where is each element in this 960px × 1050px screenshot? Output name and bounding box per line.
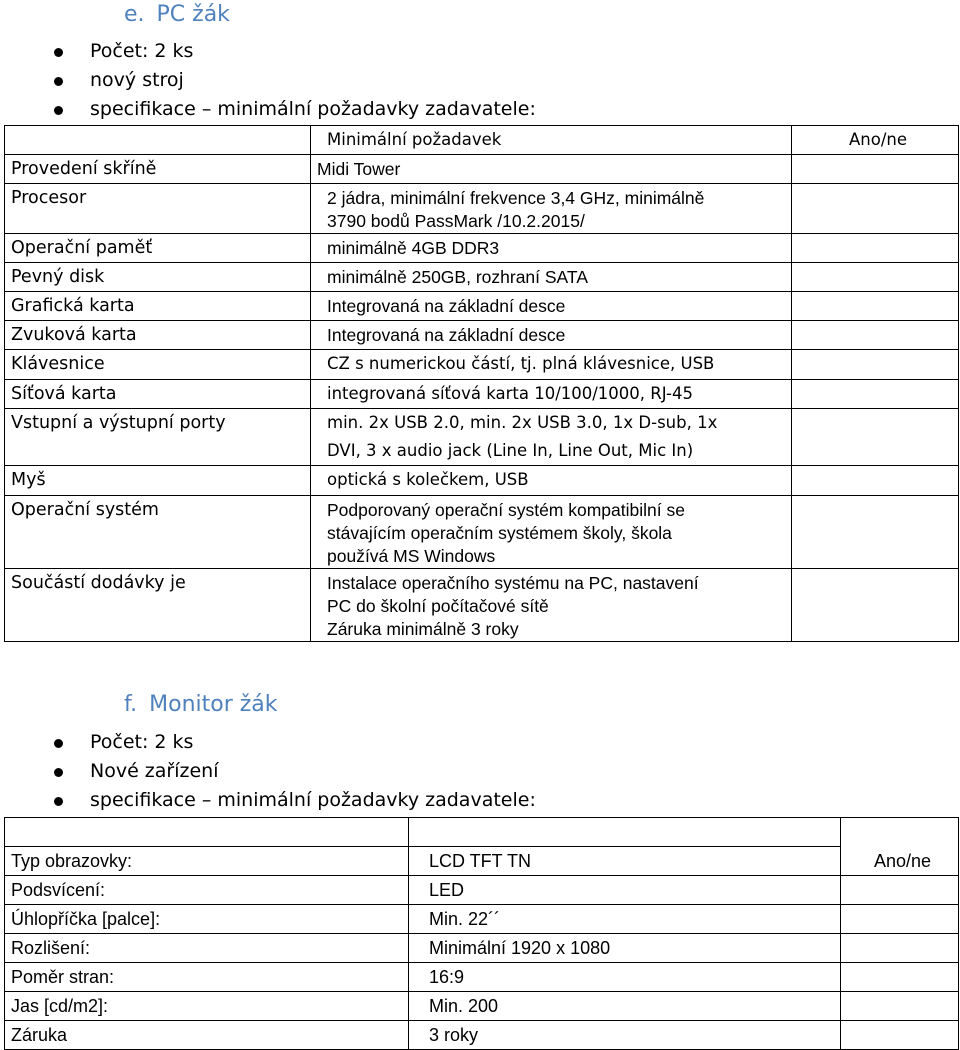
answer-cell[interactable] [841,934,959,963]
table-row [5,350,959,380]
value-line: stávajícím operačním systémem školy, škola [327,523,672,543]
bullet-item: nový stroj [54,66,536,95]
value-cell: Min. 200 [409,992,841,1021]
value-cell [311,380,792,409]
table-row [5,380,959,409]
answer-cell[interactable] [792,380,959,409]
param-cell: Jas [cd/m2]: [5,992,409,1021]
value-cell [311,496,792,569]
param-cell: Poměr stran: [5,963,409,992]
param-cell: Podsvícení: [5,876,409,905]
value-line: Instalace operačního systému na PC, nastavení [327,573,699,593]
answer-cell[interactable] [792,466,959,496]
value-line: DVI, 3 x audio jack (Line In, Line Out, Mic In) [327,441,694,460]
table-row [5,321,959,350]
param-cell: Pevný disk [5,263,311,292]
param-cell: Procesor [5,184,311,234]
param-cell: Záruka [5,1021,409,1050]
value-line: 3790 bodů PassMark /10.2.2015/ [327,211,585,231]
value-cell [311,466,792,496]
section-f-letter: f. [124,692,138,717]
answer-cell[interactable] [841,1021,959,1050]
table-header-row [5,818,959,847]
bullet-item: Počet: 2 ks [54,37,536,66]
table-row [5,155,959,184]
answer-cell[interactable] [792,234,959,263]
header-cell [5,818,409,847]
value-line: optická s kolečkem, USB [327,470,529,489]
table-row [5,847,959,876]
table-row [5,234,959,263]
section-e-title: PC žák [156,2,230,27]
param-cell: Operační systém [5,496,311,569]
table-row [5,466,959,496]
header-cell: Minimální požadavek [311,126,792,155]
bullet-item: Počet: 2 ks [54,728,536,757]
answer-cell[interactable] [792,184,959,234]
table-row [5,876,959,905]
value-cell [311,569,792,642]
answer-cell[interactable] [841,963,959,992]
value-line: minimálně 250GB, rozhraní SATA [327,267,588,287]
value-cell: Min. 22´´ [409,905,841,934]
answer-cell[interactable] [841,876,959,905]
value-cell: 16:9 [409,963,841,992]
answer-cell[interactable] [792,350,959,380]
table-row [5,263,959,292]
param-cell: Rozlišení: [5,934,409,963]
value-line: Integrovaná na základní desce [327,325,566,345]
value-line: min. 2x USB 2.0, min. 2x USB 3.0, 1x D-sub, 1x [327,413,718,432]
header-cell: Ano/ne [792,126,959,155]
table-row [5,934,959,963]
param-cell: Grafická karta [5,292,311,321]
param-cell: Úhlopříčka [palce]: [5,905,409,934]
table-row [5,1021,959,1050]
value-line: integrovaná síťová karta 10/100/1000, RJ-45 [327,384,693,403]
section-f-heading [124,692,278,717]
value-cell [311,155,792,184]
value-cell [311,292,792,321]
param-cell: Provedení skříně [5,155,311,184]
answer-cell[interactable] [792,496,959,569]
param-cell: Typ obrazovky: [5,847,409,876]
value-line: Podporovaný operační systém kompatibilní se [327,500,685,520]
param-cell: Myš [5,466,311,496]
param-cell: Klávesnice [5,350,311,380]
answer-cell[interactable] [792,292,959,321]
section-f-bullets [54,728,536,815]
value-cell: 3 roky [409,1021,841,1050]
table-row [5,963,959,992]
value-line: používá MS Windows [327,546,496,566]
answer-cell[interactable] [792,155,959,184]
section-e-bullets [54,37,536,124]
answer-cell[interactable] [792,569,959,642]
bullet-item: specifikace – minimální požadavky zadavatele: [54,95,536,124]
pc-spec-table [4,125,959,642]
value-cell: Minimální 1920 x 1080 [409,934,841,963]
table-row [5,292,959,321]
table-row [5,992,959,1021]
value-cell [311,321,792,350]
section-f-title: Monitor žák [149,692,278,717]
value-cell [311,184,792,234]
value-cell: LCD TFT TN [409,847,841,876]
table-row [5,496,959,569]
answer-cell[interactable] [841,992,959,1021]
value-cell [311,234,792,263]
header-cell [409,818,841,847]
answer-cell[interactable] [792,321,959,350]
table-row [5,184,959,234]
table-row [5,905,959,934]
table-header-row [5,126,959,155]
section-e-heading [124,2,230,27]
param-cell: Zvuková karta [5,321,311,350]
bullet-item: Nové zařízení [54,757,536,786]
table-row [5,409,959,466]
bullet-item: specifikace – minimální požadavky zadavatele: [54,786,536,815]
value-line: PC do školní počítačové sítě [327,596,549,616]
value-cell [311,409,792,466]
param-cell: Vstupní a výstupní porty [5,409,311,466]
value-cell [311,263,792,292]
param-cell: Síťová karta [5,380,311,409]
answer-cell[interactable] [792,263,959,292]
value-line: Midi Tower [317,159,401,179]
value-line: Záruka minimálně 3 roky [327,619,519,639]
header-cell: Ano/ne [841,818,959,876]
value-line: Integrovaná na základní desce [327,296,566,316]
header-cell [5,126,311,155]
table-row [5,569,959,642]
section-e-letter: e. [124,2,145,27]
answer-cell[interactable] [792,409,959,466]
value-cell: LED [409,876,841,905]
monitor-spec-table [4,817,959,1050]
value-line: minimálně 4GB DDR3 [327,238,500,258]
value-line: CZ s numerickou částí, tj. plná klávesnice, USB [327,354,715,373]
param-cell: Operační paměť [5,234,311,263]
answer-cell[interactable] [841,905,959,934]
value-cell [311,350,792,380]
value-line: 2 jádra, minimální frekvence 3,4 GHz, minimálně [327,188,705,208]
param-cell: Součástí dodávky je [5,569,311,642]
